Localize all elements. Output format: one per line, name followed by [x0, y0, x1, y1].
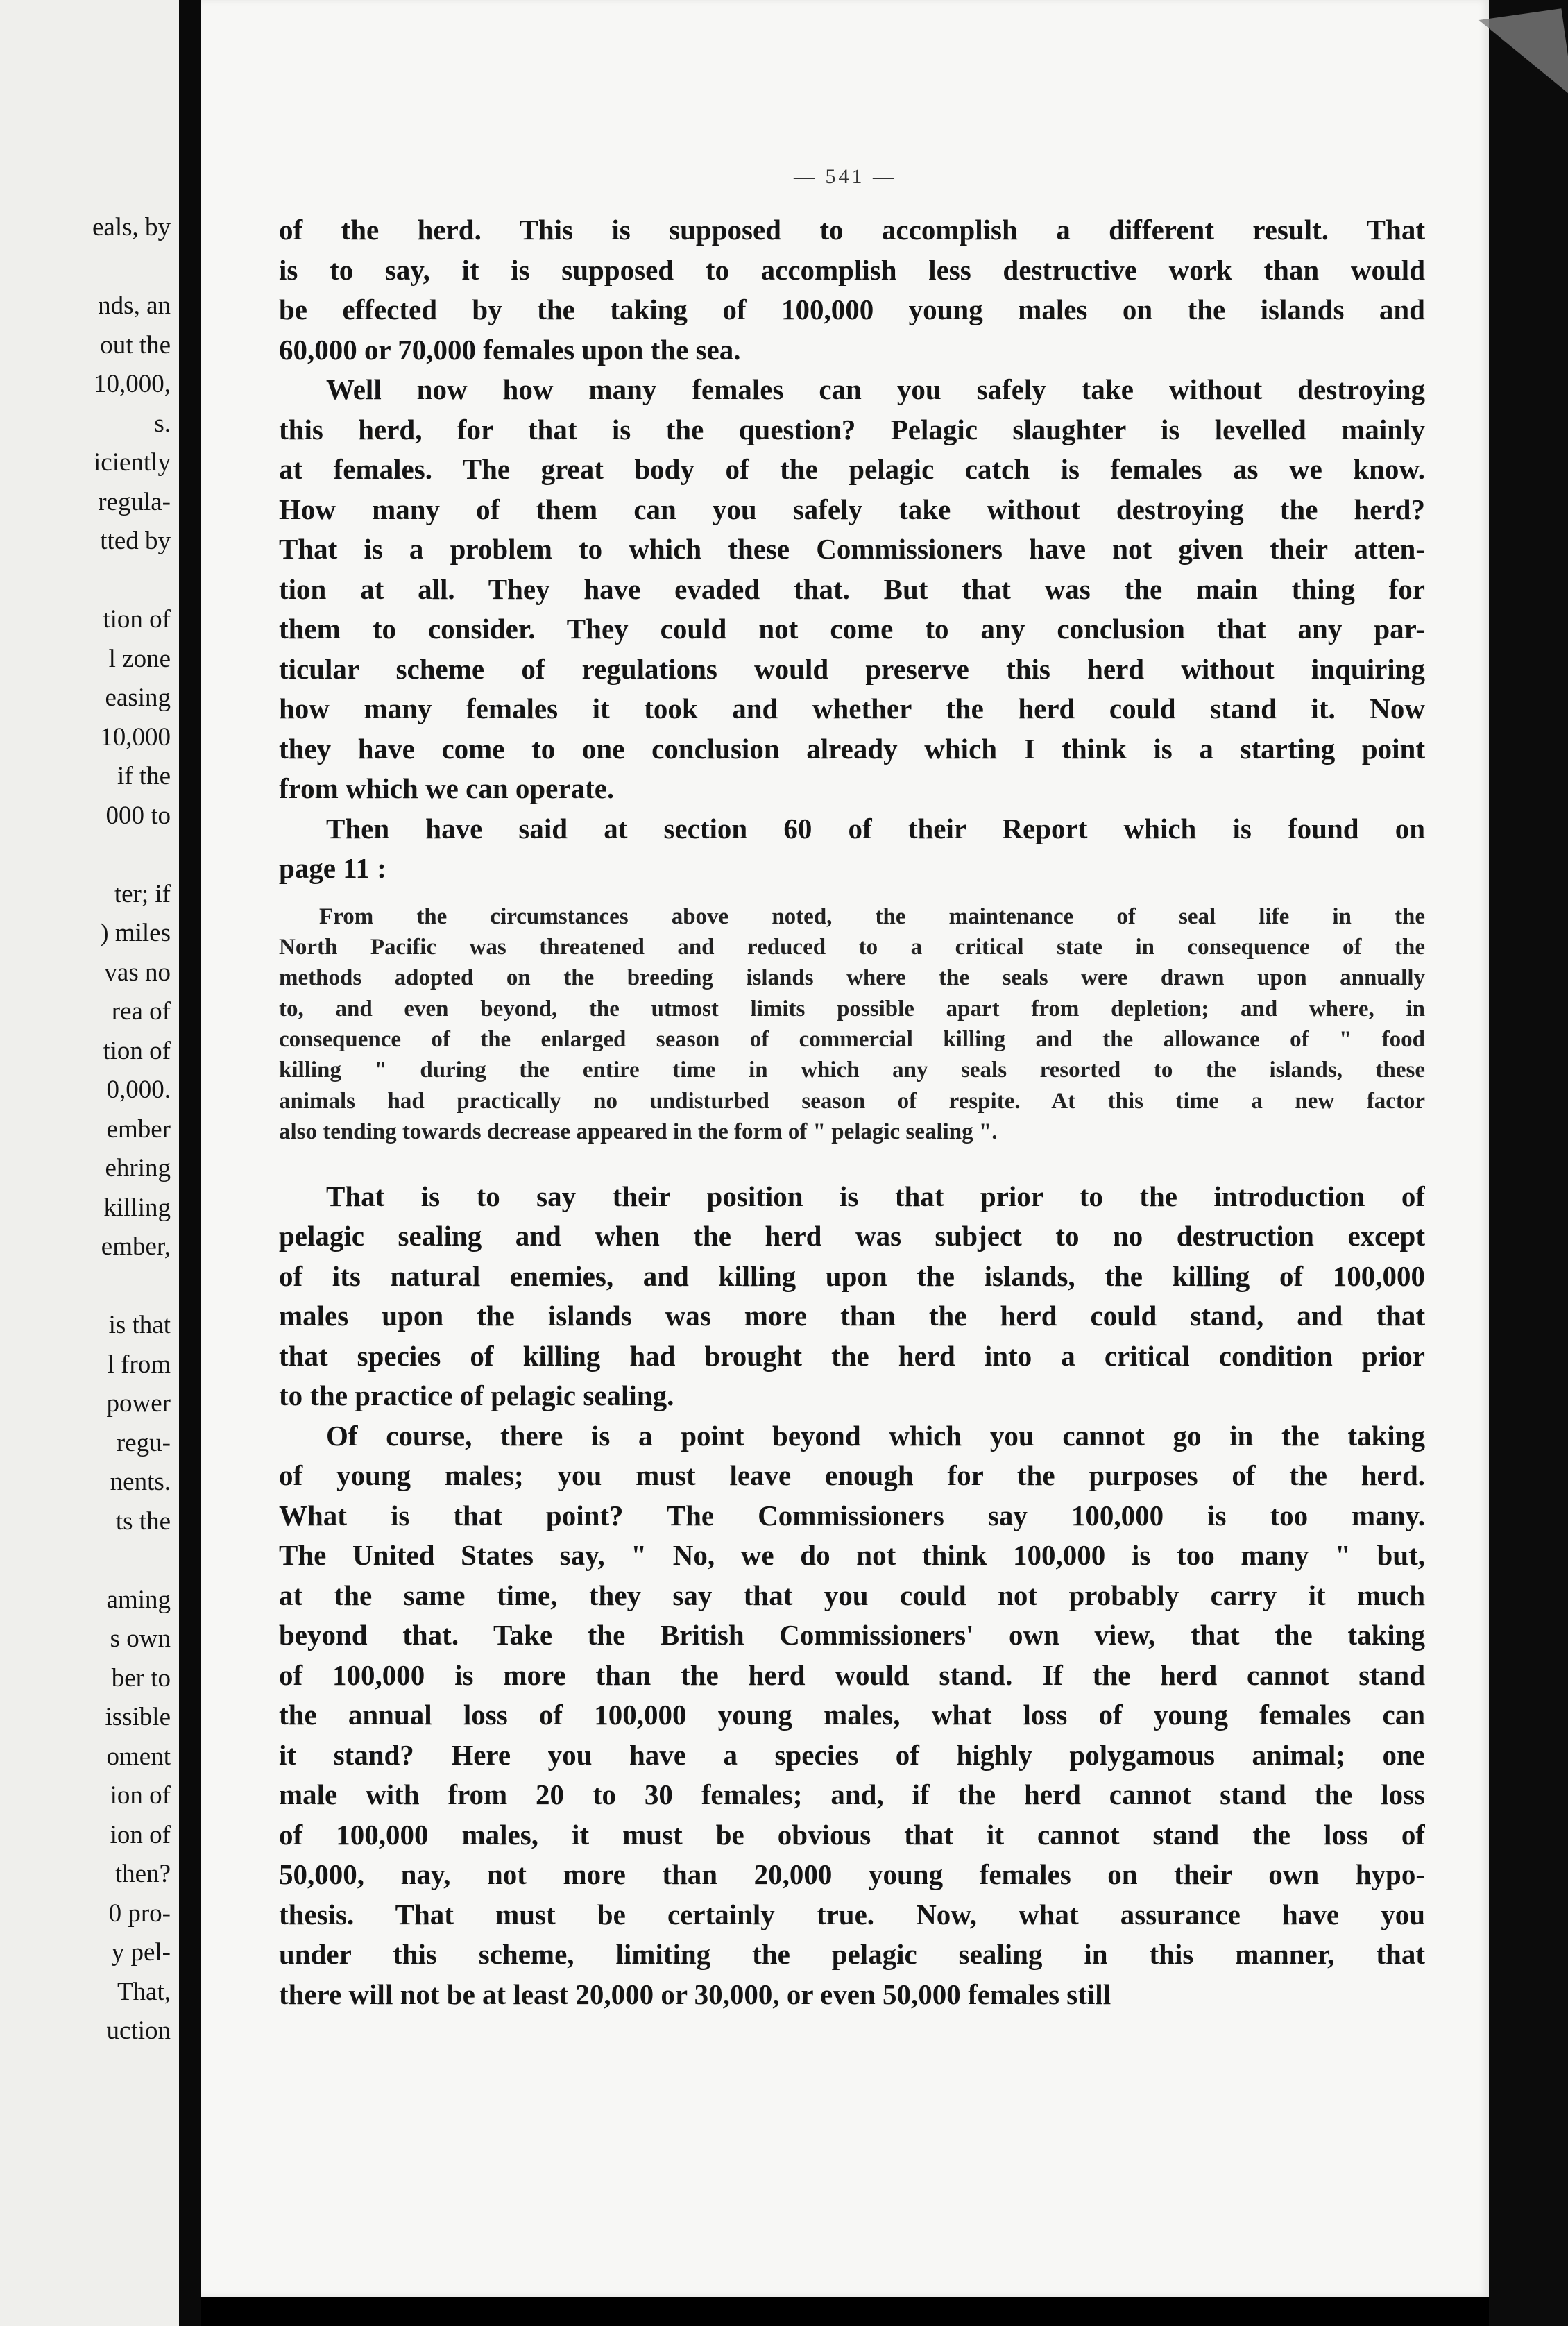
left-page-line: ) miles — [100, 919, 171, 947]
text-line: from which we can operate. — [279, 772, 615, 804]
left-page-line: ts the — [115, 1506, 171, 1536]
main-page — [201, 0, 1489, 2297]
left-page-line: ion of — [110, 1781, 171, 1810]
text-line: Of course, there is a point beyond which you cannot go in the taking — [326, 1419, 1425, 1452]
paragraph-4 — [279, 1177, 1425, 1416]
text-line: how many females it took and whether the herd could stand it. Now — [279, 693, 1425, 724]
left-page-line: killing — [103, 1193, 171, 1222]
paragraph-5 — [279, 1416, 1425, 2015]
text-line: this herd, for that is the question? Pelagic slaughter is levelled mainly — [279, 413, 1425, 445]
text-line: page 11 : — [279, 852, 386, 884]
left-page-line — [4, 248, 171, 287]
text-line: of 100,000 is more than the herd would stand. If the herd cannot stand — [279, 1658, 1425, 1691]
left-page-line: 10,000, — [94, 370, 171, 398]
left-page-line: nds, an — [98, 291, 171, 320]
quote-line: North Pacific was threatened and reduced to a critical state in consequence of the — [279, 934, 1425, 960]
left-page-line: easing — [105, 684, 171, 712]
left-page-line: ber to — [111, 1663, 171, 1692]
left-page-line: l from — [107, 1350, 171, 1379]
left-page-line: 0 pro- — [108, 1899, 171, 1928]
left-page-line: rea of — [111, 997, 171, 1026]
book-gutter — [179, 0, 201, 2326]
scan-background-edge — [1489, 0, 1568, 2326]
spacer — [279, 1148, 1425, 1177]
text-line: tion at all. They have evaded that. But that was the main thing for — [279, 572, 1425, 605]
left-page-line: 10,000 — [100, 722, 171, 752]
left-page-line: iciently — [94, 448, 171, 477]
left-page-line: vas no — [104, 958, 171, 987]
left-page-line: ter; if — [114, 879, 171, 908]
left-page-line: tted by — [100, 527, 171, 555]
page-corner-fold — [1479, 8, 1568, 109]
left-page-line: then? — [114, 1860, 171, 1888]
quote-line: consequence of the enlarged season of commercial killing and the allowance of " food — [279, 1027, 1425, 1053]
text-line: to the practice of pelagic sealing. — [279, 1380, 674, 1412]
left-page-line: issible — [105, 1703, 171, 1731]
text-line: of the herd. This is supposed to accomplish a different result. That — [279, 214, 1425, 246]
paragraph-3 — [279, 809, 1425, 889]
text-line: of 100,000 males, it must be obvious that it cannot stand the loss of — [279, 1818, 1425, 1851]
text-line: ticular scheme of regulations would preserve this herd without inquiring — [279, 652, 1425, 685]
left-page-line — [4, 1267, 171, 1307]
text-line: What is that point? The Commissioners say 100,000 is too many. — [279, 1499, 1425, 1531]
text-line: they have come to one conclusion already which I think is a starting point — [279, 732, 1425, 765]
left-page-line: ember, — [101, 1232, 171, 1261]
text-line: at females. The great body of the pelagic catch is females as we know. — [279, 453, 1425, 485]
quote-line: to, and even beyond, the utmost limits possible apart from depletion; and where, in — [279, 996, 1425, 1021]
left-page-line: regula- — [98, 487, 171, 516]
quote-line: animals had practically no undisturbed season of respite. At this time a new factor — [279, 1088, 1425, 1114]
left-page-line: power — [106, 1389, 171, 1418]
quote-line: From the circumstances above noted, the maintenance of seal life in the — [319, 903, 1425, 929]
paragraph-1 — [279, 210, 1425, 370]
block-quote-report-section-60 — [279, 901, 1425, 1148]
left-page-line: s. — [154, 409, 171, 438]
left-facing-page — [0, 0, 179, 2326]
text-line: The United States say, " No, we do not think 100,000 is too many " but, — [279, 1539, 1425, 1572]
left-page-text-fragments — [4, 208, 171, 2051]
paragraph-2 — [279, 370, 1425, 809]
text-line: be effected by the taking of 100,000 young males on the islands and — [279, 294, 1425, 325]
page-body — [279, 210, 1425, 2014]
left-page-line: uction — [106, 2017, 171, 2045]
text-line: Well now how many females can you safely take without destroying — [326, 373, 1425, 405]
text-line: thesis. That must be certainly true. Now, what assurance have you — [279, 1898, 1425, 1930]
text-line: under this scheme, limiting the pelagic sealing in this manner, that — [279, 1938, 1425, 1971]
left-page-line: out the — [100, 330, 171, 359]
left-page-line: is that — [108, 1311, 171, 1339]
left-page-line: tion of — [103, 1036, 171, 1065]
text-line: is to say, it is supposed to accomplish less destructive work than would — [279, 253, 1425, 286]
left-page-line: ember — [106, 1114, 171, 1144]
text-line: that species of killing had brought the herd into a critical condition prior — [279, 1339, 1425, 1372]
text-line: males upon the islands was more than the herd could stand, and that — [279, 1300, 1425, 1332]
left-page-line: That, — [117, 1977, 171, 2006]
left-page-line: ehring — [105, 1154, 171, 1182]
text-line: beyond that. Take the British Commissioners' own view, that the taking — [279, 1619, 1425, 1652]
left-page-line: aming — [106, 1585, 171, 1614]
left-page-line — [4, 561, 171, 601]
left-page-line: if the — [117, 762, 171, 790]
text-line: at the same time, they say that you could not probably carry it much — [279, 1579, 1425, 1611]
text-line: 60,000 or 70,000 females upon the sea. — [279, 333, 741, 366]
left-page-line: regu- — [116, 1428, 171, 1457]
quote-line: also tending towards decrease appeared in the form of " pelagic sealing ". — [279, 1119, 998, 1145]
left-page-line: s own — [110, 1624, 171, 1653]
quote-line: methods adopted on the breeding islands where the seals were drawn upon annually — [279, 965, 1425, 991]
left-page-line — [4, 1541, 171, 1581]
quote-line: killing " during the entire time in which any seals resorted to the islands, these — [279, 1058, 1425, 1083]
text-line: That is a problem to which these Commissioners have not given their atten- — [279, 533, 1425, 565]
text-line: of its natural enemies, and killing upon the islands, the killing of 100,000 — [279, 1259, 1425, 1292]
left-page-line — [4, 835, 171, 875]
text-line: it stand? Here you have a species of highly polygamous animal; one — [279, 1738, 1425, 1771]
text-line: 50,000, nay, not more than 20,000 young females on their own hypo- — [279, 1858, 1425, 1891]
text-line: How many of them can you safely take without destroying the herd? — [279, 493, 1425, 525]
spacer — [279, 889, 1425, 901]
page-number: — 541 — — [794, 165, 896, 188]
text-line: male with from 20 to 30 females; and, if the herd cannot stand the loss — [279, 1779, 1425, 1811]
left-page-line: l zone — [108, 644, 171, 673]
text-line: Then have said at section 60 of their Report which is found on — [326, 812, 1425, 844]
text-line: them to consider. They could not come to any conclusion that any par- — [279, 613, 1425, 645]
left-page-line: tion of — [103, 605, 171, 634]
text-line: the annual loss of 100,000 young males, what loss of young females can — [279, 1699, 1425, 1731]
left-page-line: ion of — [110, 1820, 171, 1849]
left-page-line: 0,000. — [106, 1076, 171, 1104]
text-line: pelagic sealing and when the herd was subject to no destruction except — [279, 1220, 1425, 1253]
text-line: of young males; you must leave enough for the purposes of the herd. — [279, 1459, 1425, 1492]
left-page-line: oment — [106, 1742, 171, 1771]
left-page-line: nents. — [110, 1468, 171, 1496]
text-line: That is to say their position is that prior to the introduction of — [326, 1180, 1425, 1212]
left-page-line: y pel- — [111, 1938, 171, 1967]
left-page-line: eals, by — [92, 213, 171, 241]
text-line: there will not be at least 20,000 or 30,000, or even 50,000 females still — [279, 1978, 1111, 2010]
left-page-line: 000 to — [105, 801, 171, 830]
